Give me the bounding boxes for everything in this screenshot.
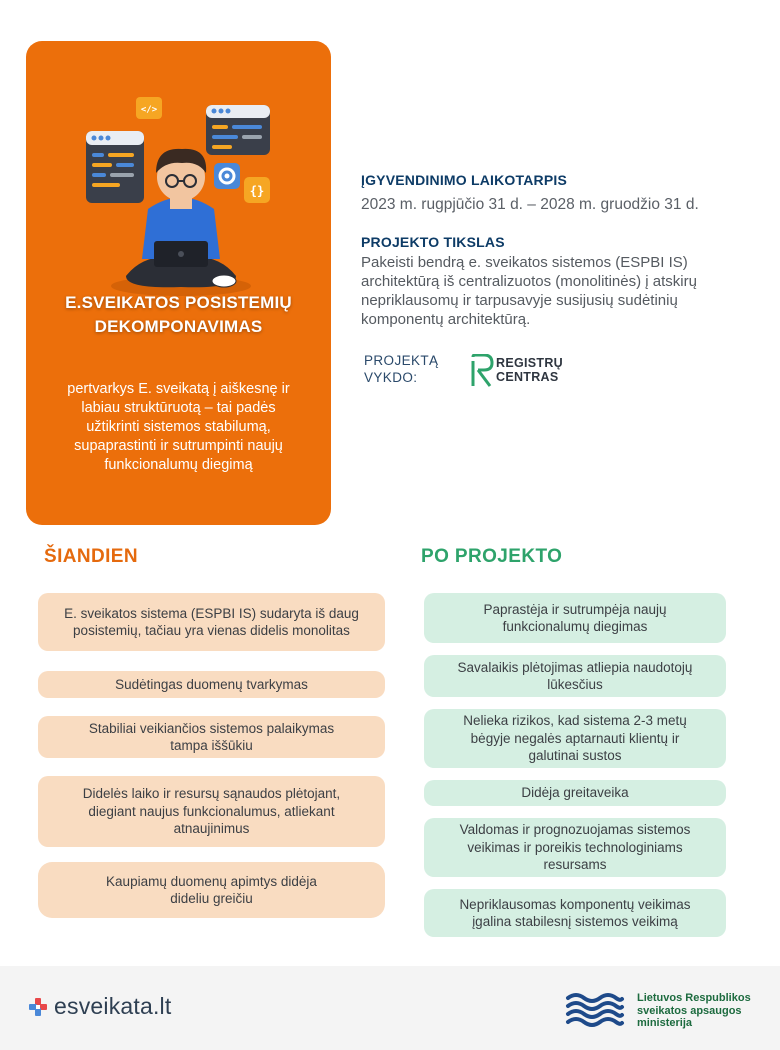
hero-description: pertvarkys E. sveikatą į aiškesnę ir labiau struktūruotą – tai padės užtikrinti sistemos stabilumą, supaprastinti ir sutrumpinti naujų funkcionalumų diegimą (67, 381, 290, 473)
hero-title: E.SVEIKATOS POSISTEMIŲ DEKOMPONAVIMAS (65, 293, 292, 336)
goal-heading: PROJEKTO TIKSLAS (361, 234, 505, 250)
ministry-emblem-icon (564, 990, 626, 1030)
ministry-logo[interactable] (564, 990, 764, 1030)
after-item: Nepriklausomas komponentų veikimas įgalina stabilesnį sistemos veikimą (424, 889, 726, 937)
hero-card (26, 41, 331, 525)
period-heading: ĮGYVENDINIMO LAIKOTARPIS (361, 172, 567, 188)
esveikata-logo[interactable] (28, 993, 171, 1020)
after-item: Paprastėja ir sutrumpėja naujų funkcionalumų diegimas (424, 593, 726, 643)
registru-centras-logo-text: REGISTRŲ CENTRAS (496, 356, 563, 384)
ministry-logo-text: Lietuvos Respublikos sveikatos apsaugos ministerija (637, 992, 751, 1029)
registru-centras-icon (470, 354, 494, 388)
code-window-icon (206, 105, 270, 155)
medical-cross-icon (28, 997, 48, 1017)
goal-text: Pakeisti bendrą e. sveikatos sistemos (ESPBI IS) architektūrą iš centralizuotos (monolitinės) į atskirų nepriklausomų ir tarpusavyje susijusių sudėtinių komponentų architektūrą. (361, 254, 697, 328)
today-item: Didelės laiko ir resursų sąnaudos plėtojant, diegiant naujus funkcionalumus, atliekant atnaujinimus (38, 776, 385, 847)
executor-section (364, 352, 754, 392)
after-item: Savalaikis plėtojimas atliepia naudotojų lūkesčius (424, 655, 726, 697)
gear-icon (214, 163, 240, 189)
esveikata-logo-text: esveikata.lt (54, 993, 172, 1019)
code-tag-icon (136, 97, 162, 119)
curly-braces-icon (244, 177, 270, 203)
registru-centras-logo (470, 354, 570, 390)
svg-text:</>: </> (140, 105, 158, 115)
after-item: Valdomas ir prognozuojamas sistemos veikimas ir poreikis technologiniams resursams (424, 818, 726, 877)
today-item: Stabiliai veikiančios sistemos palaikymas tampa iššūkiu (38, 716, 385, 758)
after-heading: PO PROJEKTO (421, 546, 563, 567)
today-item: Sudėtingas duomenų tvarkymas (38, 671, 385, 698)
svg-text:{}: {} (249, 184, 265, 198)
after-item: Nelieka rizikos, kad sistema 2-3 metų bėgyje negalės aptarnauti klientų ir galutinai sustos (424, 709, 726, 768)
today-item: E. sveikatos sistema (ESPBI IS) sudaryta iš daug posistemių, tačiau yra vienas didelis monolitas (38, 593, 385, 651)
today-heading: ŠIANDIEN (44, 546, 138, 567)
period-section (361, 172, 756, 214)
executor-label: PROJEKTĄ VYKDO: (364, 353, 439, 385)
goal-section (361, 234, 756, 329)
period-text: 2023 m. rugpjūčio 31 d. – 2028 m. gruodžio 31 d. (361, 196, 699, 213)
code-window-icon (86, 131, 144, 203)
developer-illustration (86, 91, 276, 301)
today-item: Kaupiamų duomenų apimtys didėja dideliu greičiu (38, 862, 385, 918)
after-item: Didėja greitaveika (424, 780, 726, 806)
